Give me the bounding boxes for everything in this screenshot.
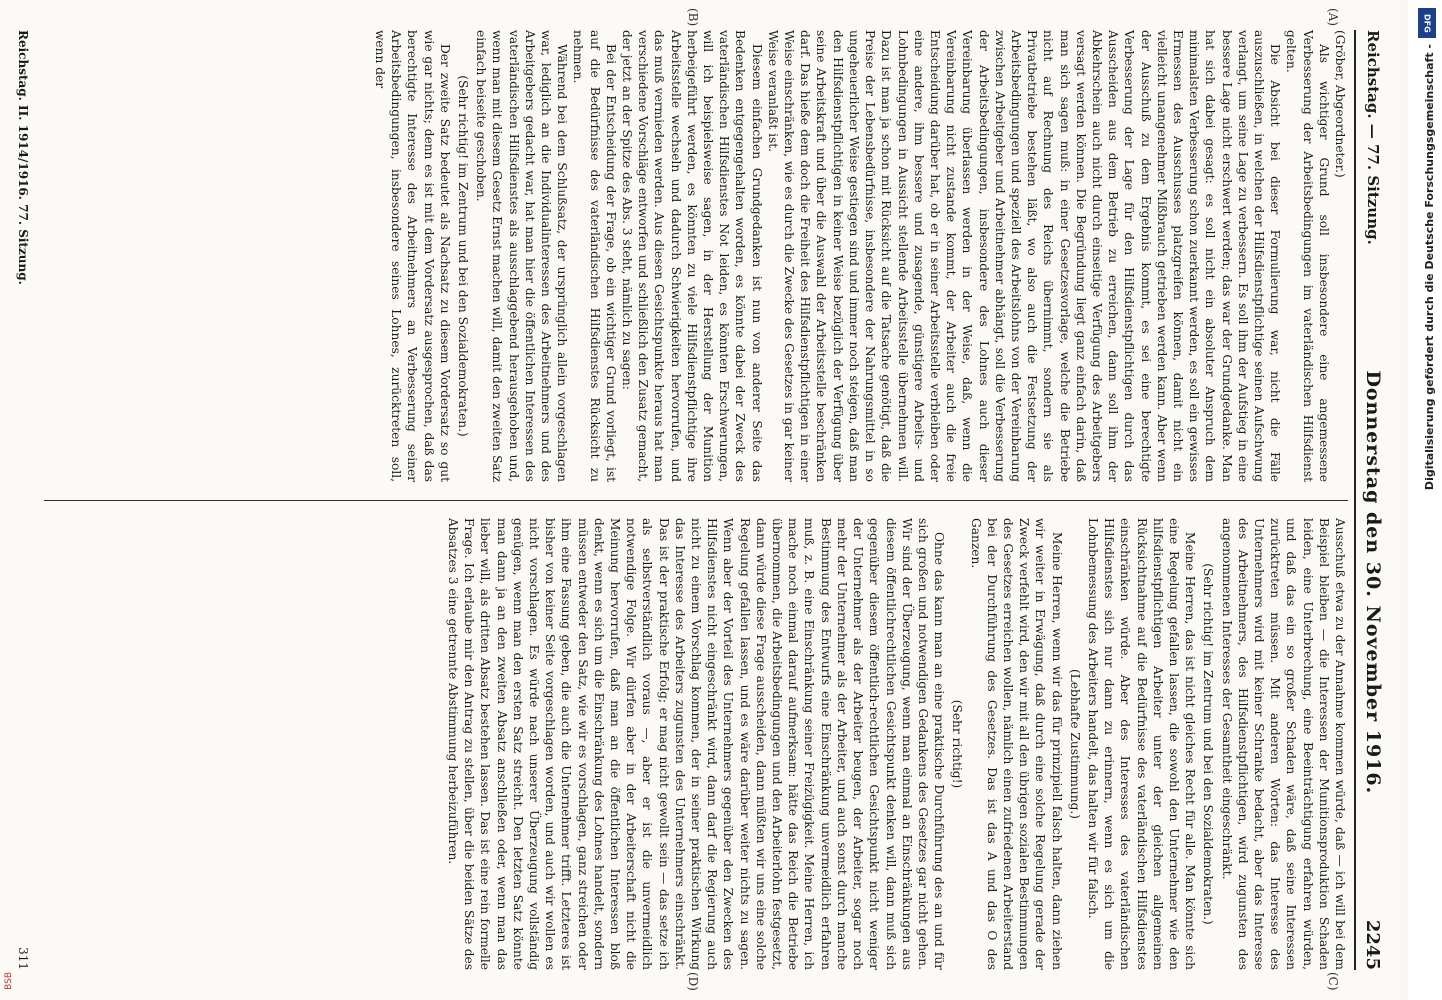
column-divider <box>44 500 1348 501</box>
paragraph: (Sehr richtig!) <box>950 699 965 789</box>
paragraph: Diesem einfachen Grundgedanken ist nun von anderer Seite das Bedenken entgegengehalten worden, es könnte dabei der Zweck des vaterländischen Hilfsdienstes Not leiden, es könnten Erschwerungen, will ich beispielsweise sagen, in der Herstellung der Munition herbeigeführt werden, es könnten zu viele Hilfsdienstpflichtige ihre Arbeitsstelle wechseln und dadurch Schwierigkeiten hervorrufen, und das muß vermieden werden. Aus diesen Gesichtspunkte heraus hat man verschiedene Vorschläge entworfen und schließlich den Zusatz gemacht, der jetzt an der Spitze des Abs. 3 steht, nämlich zu sagen: <box>620 30 764 482</box>
footer-volume: Reichstag. II. 1914/1916. 77. Sitzung. <box>16 30 30 285</box>
paragraph: (Lebhafte Zustimmung.) <box>1067 668 1082 820</box>
margin-marker-b: (B) <box>686 8 700 27</box>
page-number: 2245 <box>1362 919 1384 970</box>
paragraph: Der zweite Satz bedeutet als Nachsatz zu diesem Vordersatz so gut wie gar nichts; denn es ist mit dem Vordersatz ausgesprochen, daß das berechtigte Interesse des Arbeitnehmers an Verbesserung seiner Arbeitsbedingungen, insbesondere seines Lohnes, zurücktreten soll, wenn der <box>373 30 452 482</box>
dfg-logo: DFG <box>1418 8 1436 38</box>
bsb-stamp: BSB <box>4 972 14 990</box>
paragraph: Meine Herren, wenn wir das für prinzipiell falsch halten, dann ziehen wir weiter in Erwägung, daß durch eine solche Regelung gerade der Zweck verfehlt wird, den wir mit all den übrigen sozialen Bestimmungen des Gesetzes erreichen wollen, nämlich einen zufriedenen Arbeiterstand bei der Durchführung des Gesetzes. Das ist das A und das O des Ganzen. <box>968 518 1064 970</box>
paragraph: Während bei dem Schlußsatz, der ursprünglich allein vorgeschlagen war, lediglich an die Individualinteressen des Arbeitnehmers und des Arbeitgebers gedacht war, hat man hier die öffentlichen Interessen des vaterländischen Hilfsdienstes als ausschlaggebend herausgehoben und, wenn man mit diesem Gesetz Ernst machen will, damit den zweiten Satz einfach beiseite geschoben. <box>474 30 570 482</box>
footer-sheet-number: 311 <box>16 947 30 970</box>
paragraph: Als wichtiger Grund soll insbesondere eine angemessene Verbesserung der Arbeitsbedingungen im vaterländischen Hilfsdienst gelten. <box>1284 30 1331 482</box>
page-header <box>1354 30 1390 970</box>
margin-marker-d: (D) <box>686 972 700 991</box>
left-text-column <box>44 30 1348 482</box>
digitization-credit: Digitalisierung gefördert durch die Deutsche Forschungsgemeinschaft - <box>1423 44 1436 491</box>
margin-marker-c: (C) <box>1326 972 1340 991</box>
margin-marker-a: (A) <box>1326 8 1340 27</box>
paragraph: (Sehr richtig! im Zentrum und bei den Sozialdemokraten.) <box>456 75 471 437</box>
paragraph: (Gröber, Abgeordneter.) <box>1333 30 1347 178</box>
page-footer <box>12 30 34 970</box>
paragraph: Meine Herren, das ist nicht gleiches Recht für alle. Man könnte sich eine Regelung gefallen lassen, die sowohl den Unternehmer wie den hilfsdienstpflichtigen Arbeiter unter der gleichen allgemeinen Rücksichtnahme auf die Bedürfnisse des vaterländischen Hilfsdienstes einschränken würde. Aber des Interesses des vaterländischen Hilfsdienstes sich nur dann zu erinnern, wenn es sich um die Lohnbemessung des Arbeiters handelt, das halten wir für falsch. <box>1085 518 1198 970</box>
header-date: Donnerstag den 30. November 1916. <box>1362 370 1384 795</box>
paragraph: (Sehr richtig! im Zentrum und bei den Sozialdemokraten.) <box>1201 563 1216 925</box>
paragraph: Ausschuß etwa zu der Annahme kommen würde, daß — ich will bei dem Beispiel bleiben — die Interessen der Munitionsproduktion Schaden leiden, eine Unterbrechung, eine Beeinträchtigung erfahren würden, und daß das ein so großer Schaden wäre, daß seine Interessen zurücktreten müssen. Mit anderen Worten: das Interesse des Unternehmers wird mit keiner Schranke bedacht, aber das Interesse des Arbeitnehmers, des Hilfsdienstpflichtigen, wird zugunsten des angenommenen Interesses der Gesamtheit eingeschränkt. <box>1219 518 1347 970</box>
paragraph: Die Absicht bei dieser Formulierung war, nicht die Fälle auszuschließen, in welchen der Hilfsdienstpflichtige seinen Aufschwung verlangt, um seine Lage zu verbessern. Es soll ihm der Aufstieg in eine bessere Lage nicht erschwert werden; das war der Grundgedanke. Man hat sich dabei gesagt: es soll nicht ein absoluter Anspruch dem minimalsten Verbesserung schon zuerkannt werden, es soll ein gewisses Ermessen des Ausschusses platzgreifen können, damit nicht ein vielleicht unangenehmer Mißbrauch getrieben werden kann. Aber wenn der Ausschuß zu dem Ergebnis kommt, es sei eine berechtigte Verbesserung der Lage für den Hilfsdienstpflichtigen durch das Ausscheiden aus dem Betrieb zu erreichen, dann soll ihm der Abkehrschein auch nicht durch einseitige Verfügung des Arbeitgebers versagt werden können. Die Begründung liegt ganz einfach darin, daß man sich sagen muß: in einer Gesetzesvorlage, welche die Betriebe nicht auf Rechnung des Reichs übernimmt, sondern sie als Privatbetriebe bestehen läßt, wo also auch die Festsetzung der Arbeitsbedingungen und speziell des Arbeitslohns von der Vereinbarung zwischen Arbeitgeber und Arbeitnehmer abhängt, soll die Verbesserung der Arbeitsbedingungen, insbesondere des Lohnes auch dieser Vereinbarung überlassen werden in der Weise, daß, wenn die Vereinbarung nicht zustande kommt, der Arbeiter auch die freie Entscheidung darüber hat, ob er in seiner Arbeitsstelle verbleiben oder eine andere, ihm bessere und zusagende, günstigere Arbeits- und Lohnbedingungen in Aussicht stellende Arbeitsstelle übernehmen will. Dazu ist man ja schon mit Rücksicht auf die Tatsache genötigt, daß die Preise der Lebensbedürfnisse, insbesondere der Nahrungsmittel in so ungeheuerlicher Weise gestiegen sind und immer noch steigen, daß man den Hilfsdienstpflichtigen in keiner Weise bezüglich der Verfügung über seine Arbeitskraft und über die Auswahl der Arbeitsstelle beschränken darf. Das hieße dem doch die Freiheit des Hilfsdienstpflichtigen in einer Weise einschränken, wie es durch die Zwecke des Gesetzes in gar keiner Weise veranlaßt ist. <box>765 30 1283 482</box>
scan-credit-strip <box>1408 0 1442 1000</box>
right-text-column <box>44 518 1348 970</box>
paragraph: Ohne das kann man an eine praktische Durchführung des an und für sich großen und notwendigen Gedankens des Gesetzes gar nicht gehen. Wir sind der Überzeugung, wenn man einmal an Einschränkungen aus diesem öffentlichrechtlichen Gesichtspunkt denken will, dann muß sich gegenüber diesem öffentlich-rechtlichen Gesichtspunkt nicht weniger der Unternehmer als der Arbeiter beugen, der Arbeiter, sogar noch mehr der Unternehmer als der Arbeiter, und auch sonst durch manche Bestimmung des Entwurfs eine Einschränkung unvermeidlich erfahren muß, z. B. eine Einschränkung seiner Freizügigkeit. Meine Herren, ich mache noch einmal darauf aufmerksam: hätte das Reich die Betriebe übernommen, die Arbeitsbedingungen und den Arbeiterlohn festgesetzt, dann würde diese Frage ausscheiden, dann müßten wir uns eine solche Regelung gefallen lassen, und es wäre darüber weiter nichts zu sagen. Wenn aber der Vorteil des Unternehmers gegenüber den Zwecken des Hilfsdienstes nicht eingeschränkt wird, dann darf die Regierung auch nicht zu einem Vorschlag kommen, der in seiner praktischen Wirkung das Interesse des Arbeiters zugunsten des Unternehmers einschränkt. Das ist der praktische Erfolg; er mag nicht gewollt sein — das setze ich als selbstverständlich voraus —, aber er ist die unvermeidlich notwendige Folge. Wir dürfen aber in der Arbeiterschaft nicht die Meinung hervorrufen, daß man an die öffentlichen Interessen bloß denkt, wenn es sich um die Einschränkung des Lohnes handelt, sondern müssen entweder den Satz, wie wir es vorschlagen, ganz streichen oder ihm eine Fassung geben, die auch die Unternehmer trifft. Letzteres ist bisher von keiner Seite vorgeschlagen worden, und auch wir wollen es nicht vorschlagen. Es würde nach unserer Überzeugung vollständig genügen, wenn man den ersten Satz streicht. Den letzten Satz könnte man dann ja an den zweiten Absatz anschließen oder, wenn man das lieber will, als dritten Absatz bestehen lassen. Das ist eine rein formelle Frage. Ich erlaube mir den Antrag zu stellen, über die beiden Sätze des Absatzes 3 eine getrennte Abstimmung herbeizuführen. <box>446 518 947 970</box>
paragraph: Bei der Entscheidung der Frage, ob ein wichtiger Grund vorliegt, ist auf die Bedürfnisse des vaterländischen Hilfsdienstes Rücksicht zu nehmen. <box>571 30 618 482</box>
header-session: Reichstag. — 77. Sitzung. <box>1364 30 1382 245</box>
